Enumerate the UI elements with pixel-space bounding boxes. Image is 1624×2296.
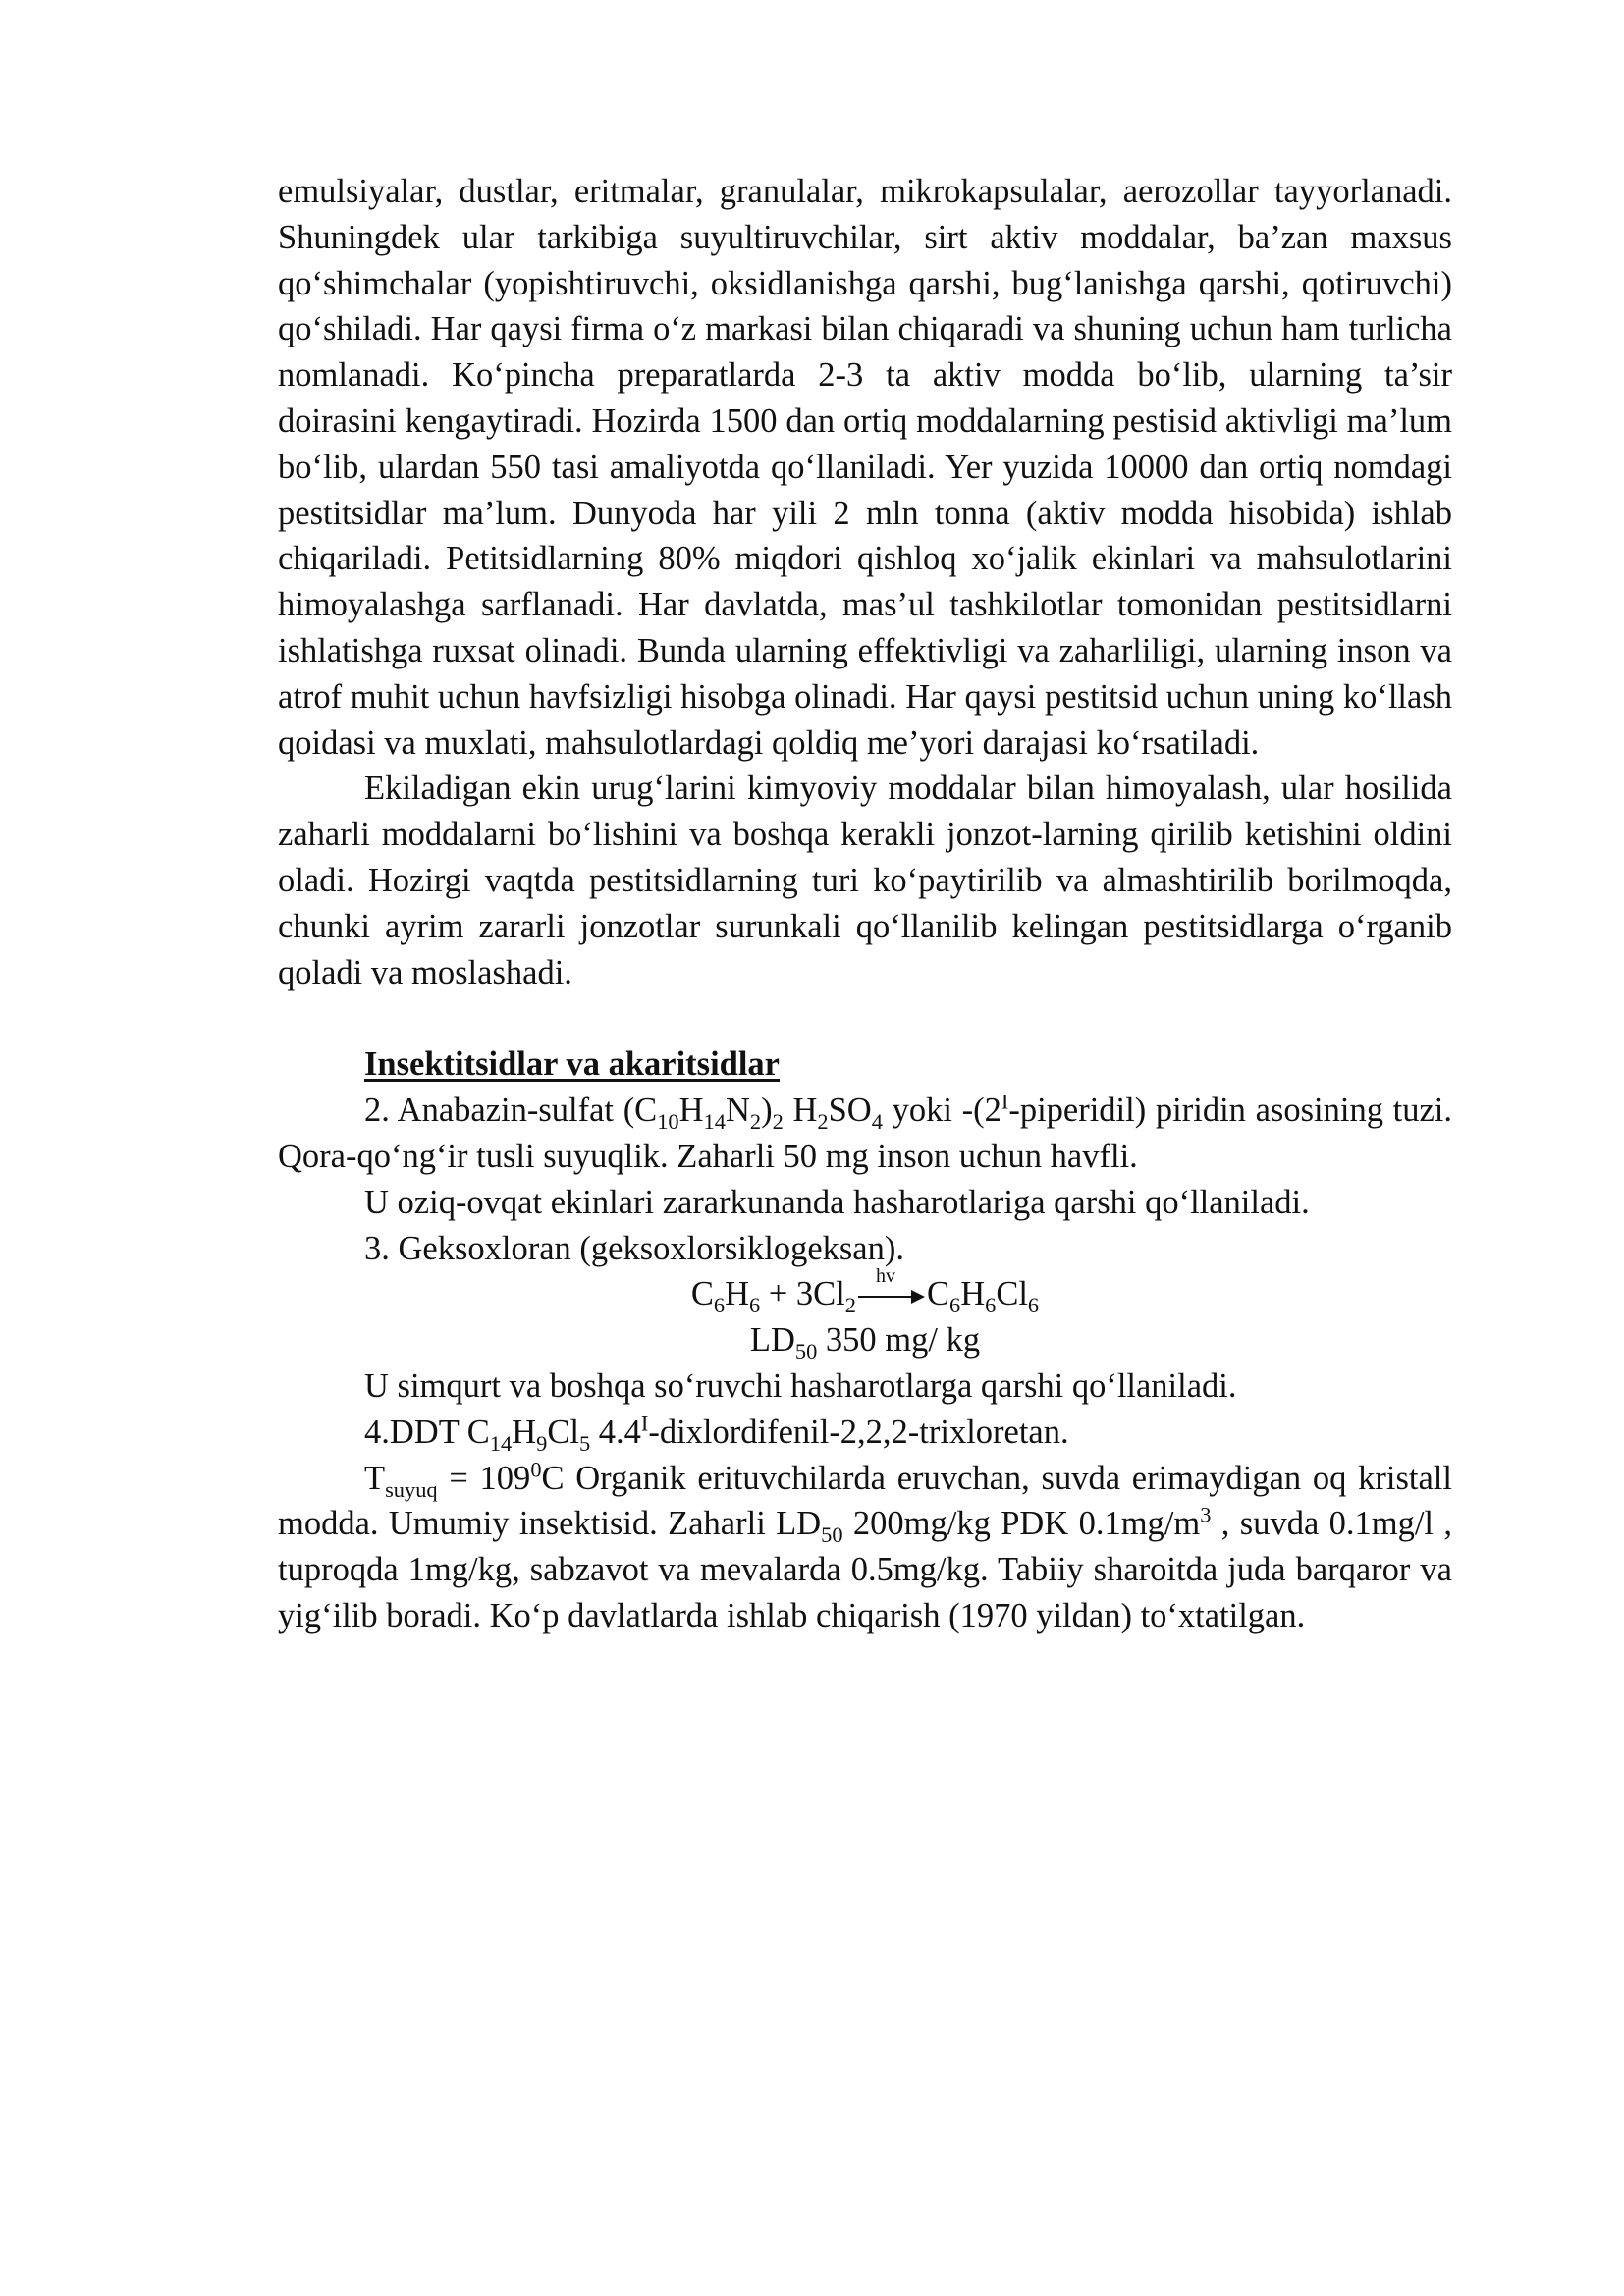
section-heading: Insektitsidlar va akaritsidlar — [364, 1045, 780, 1084]
paragraph-ddt-properties: $T_{suyuq} = 109^0C$ Organik erituvchilarda eruvchan, suvda erimaydigan oq kristall modda. Umumiy insektisid. Zaharli $LD_{50}$ 200mg/kg PDK $0.1mg/m^3$ , suvda 0.1mg/l , tuproqda 1mg/kg, sabzavot va mevalarda 0.5mg/kg. Tabiiy sharoitda juda barqaror va yig‘ilib boradi. Ko‘p davlatlarda ishlab chiqarish (1970 yildan) to‘xtatilgan. — [278, 1457, 1453, 1634]
paragraph-usage: U oziq-ovqat ekinlari zararkunanda hasharotlariga qarshi qo‘llaniladi. — [364, 1183, 1310, 1221]
item-ddt: 4.DDT $C_{14}H_9Cl_5$ $4.4^I-dixlordifenil-2,2,2$-trixloretan. — [364, 1411, 1069, 1456]
item-geksoxloran: 3. Geksoxloran (geksoxlorsiklogeksan). — [364, 1229, 904, 1267]
item-anabazin: 2. Anabazin-sulfat $(C_{10}H_{14}N_2)_2$ $H_2SO_4$ yoki $-(2^I-piperidil)$ piridin asosining tuzi. Qora-qo‘ng‘ir tusli suyuqlik. Zaharli 50 mg inson uchun havfli. — [278, 1089, 1452, 1175]
ld50-value: $LD_{50}$ 350 mg/ kg — [749, 1321, 981, 1364]
paragraph-intro: emulsiyalar, dustlar, eritmalar, granulalar, mikrokapsulalar, aerozollar tayyorlanadi. Shuningdek ular tarkibiga suyultiruvchilar, sirt aktiv moddalar, ba’zan maxsus qo‘shimchalar (yopishtiruvchi, oksidlanishga qarshi, bug‘lanishga qarshi, qotiruvchi) qo‘shiladi. Har qaysi firma o‘z markasi bilan chiqaradi va shuning uchun ham turlicha nomlanadi. Ko‘pincha preparatlarda 2-3 ta aktiv modda bo‘lib, ularning ta’sir doirasini kengaytiradi. Hozirda 1500 dan ortiq moddalarning pestisid aktivligi ma’lum bo‘lib, ulardan 550 tasi amaliyotda qo‘llaniladi. Yer yuzida 10000 dan ortiq nomdagi pestitsidlar ma’lum. Dunyoda har yili 2 mln tonna (aktiv modda hisobida) ishlab chiqariladi. Petitsidlarning 80% miqdori qishloq xo‘jalik ekinlari va mahsulotlarini himoyalashga sarflanadi. Har davlatda, mas’ul tashkilotlar tomonidan pestitsidlarni ishlatishga ruxsat olinadi. Bunda ularning effektivligi va zaharliligi, ularning inson va atrof muhit uchun havfsizligi hisobga olinadi. Har qaysi pestitsid uchun uning ko‘llash qoidasi va muxlati, mahsulotlardagi qoldiq me’yori darajasi ko‘rsatiladi. — [278, 173, 1452, 762]
paragraph-simqurt: U simqurt va boshqa so‘ruvchi hasharotlarga qarshi qo‘llaniladi. — [364, 1366, 1237, 1405]
document-page — [278, 169, 1452, 1639]
reaction-arrow-icon: hv — [858, 1287, 925, 1307]
paragraph-seed-protection: Ekiladigan ekin urug‘larini kimyoviy moddalar bilan himoyalash, ular hosilida zaharli moddalarni bo‘lishini va boshqa kerakli jonzot-larning qirilib ketishini oldini oladi. Hozirgi vaqtda pestitsidlarning turi ko‘paytirilib va almashtirilib borilmoqda, chunki ayrim zararli jonzotlar surunkali qo‘llanilib kelingan pestitsidlarga o‘rganib qoladi va moslashadi. — [278, 770, 1452, 991]
reaction-equation: $C_6H_6 + 3Cl_2$ hv $C_6H_6Cl_6$ — [690, 1265, 1040, 1318]
